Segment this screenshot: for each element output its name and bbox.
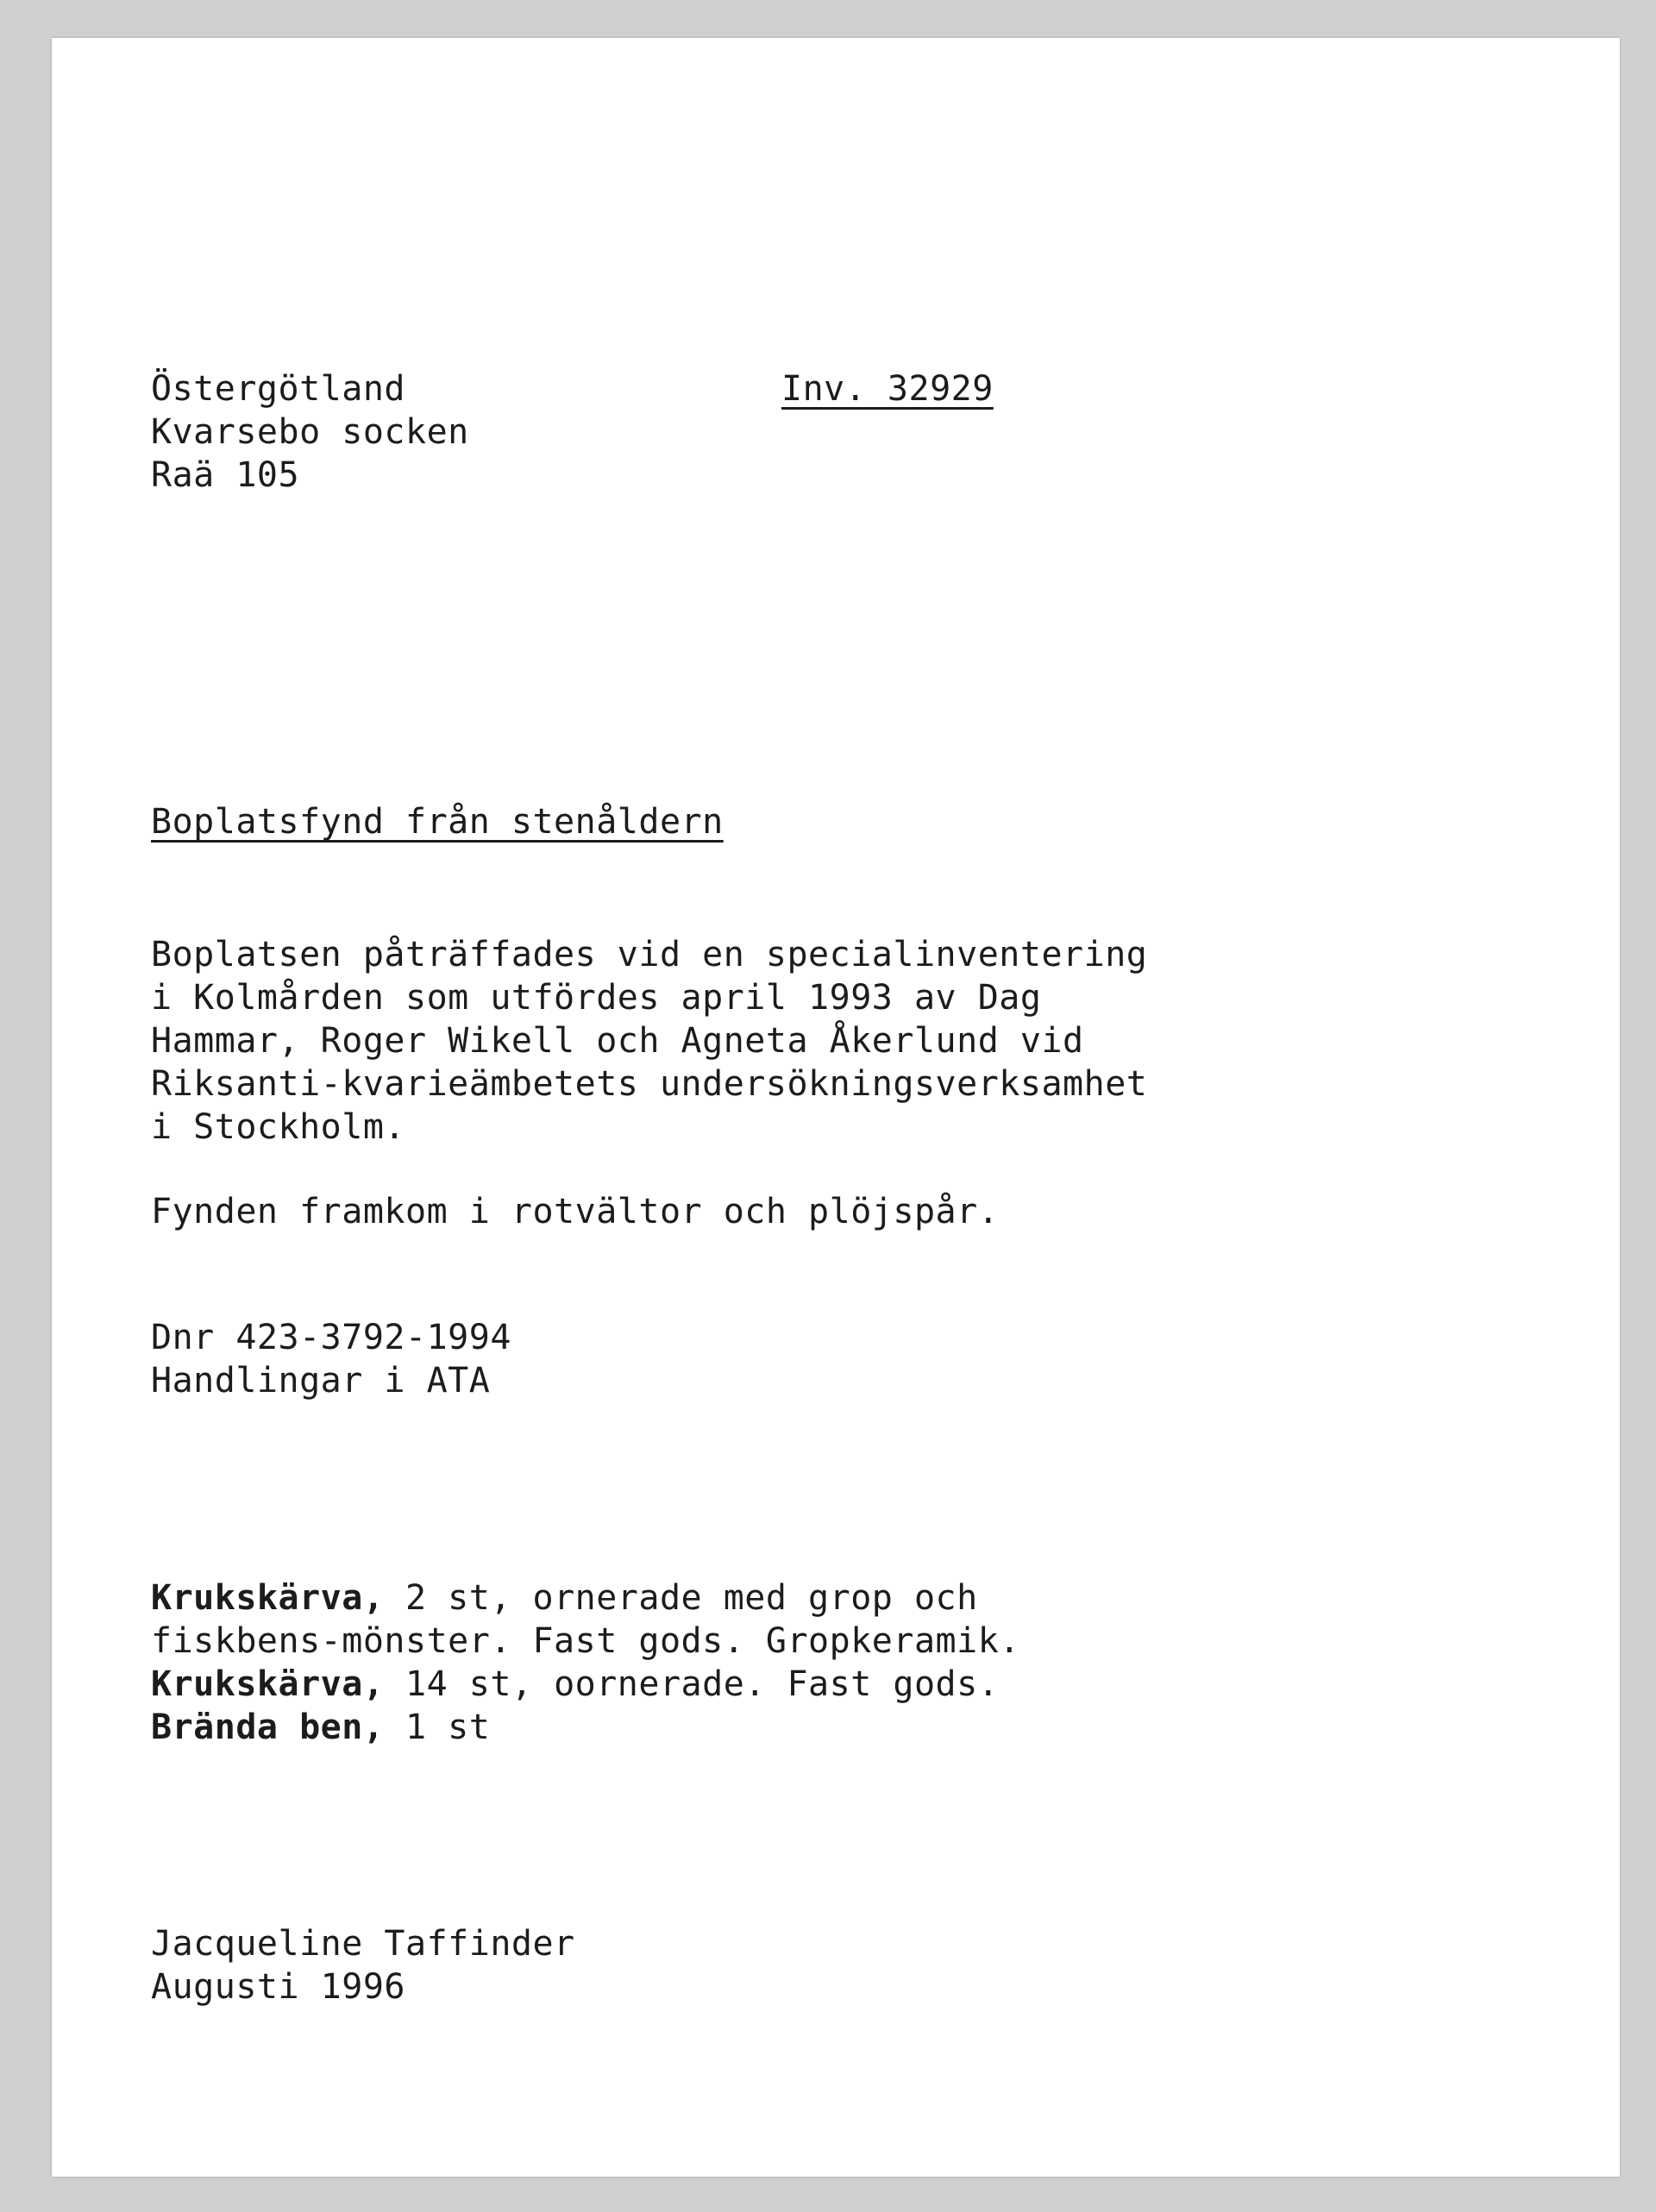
date: Augusti 1996 xyxy=(151,1967,405,2007)
find-item xyxy=(151,1620,1020,1663)
find-item xyxy=(151,1706,490,1749)
description-line: i Stockholm. xyxy=(151,1107,405,1147)
find-name: Krukskärva, xyxy=(151,1664,385,1704)
find-text: 2 st, ornerade med grop och xyxy=(384,1578,978,1618)
find-name: Brända ben, xyxy=(151,1708,385,1747)
find-text: 1 st xyxy=(384,1708,491,1747)
description-line: Riksanti-kvarieämbetets undersökningsverksamhet xyxy=(151,1064,1148,1104)
find-context: Fynden framkom i rotvältor och plöjspår. xyxy=(151,1192,1000,1231)
find-text: fiskbens-mönster. Fast gods. Gropkeramik. xyxy=(151,1621,1020,1661)
author: Jacqueline Taffinder xyxy=(151,1924,575,1964)
find-name: Krukskärva, xyxy=(151,1578,385,1618)
dnr: Dnr 423-3792-1994 xyxy=(151,1318,511,1357)
inventory-number: Inv. 32929 xyxy=(781,369,994,409)
county: Östergötland xyxy=(151,369,405,409)
parish: Kvarsebo socken xyxy=(151,412,469,452)
find-item xyxy=(151,1576,978,1620)
description-line: Boplatsen påträffades vid en specialinventering xyxy=(151,935,1148,974)
raa-number: Raä 105 xyxy=(151,455,300,495)
description-line: Hammar, Roger Wikell och Agneta Åkerlund vid xyxy=(151,1021,1084,1061)
archive-reference: Handlingar i ATA xyxy=(151,1361,491,1401)
description-line: i Kolmården som utfördes april 1993 av Dag xyxy=(151,978,1042,1018)
document-page xyxy=(52,38,1620,2177)
document-title: Boplatsfynd från stenåldern xyxy=(151,802,724,842)
find-item xyxy=(151,1663,999,1706)
find-text: 14 st, oornerade. Fast gods. xyxy=(384,1664,1000,1704)
